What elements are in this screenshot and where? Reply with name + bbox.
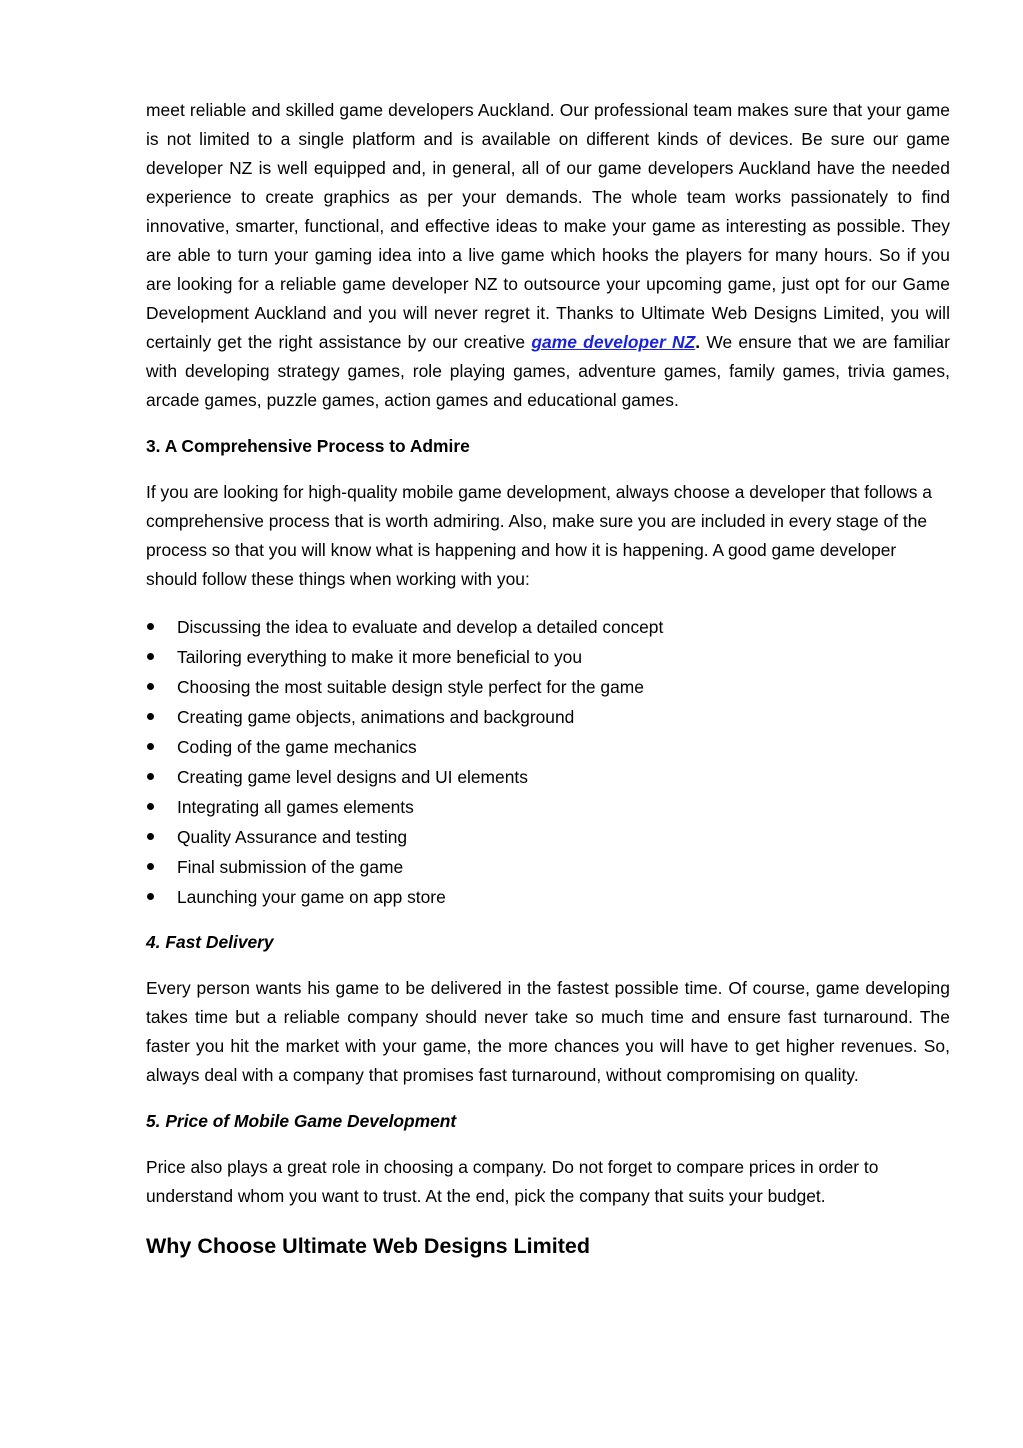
bullet-icon xyxy=(147,683,154,690)
list-item-text: Integrating all games elements xyxy=(177,797,414,817)
why-choose-heading: Why Choose Ultimate Web Designs Limited xyxy=(146,1234,590,1258)
list-item xyxy=(146,822,950,852)
list-item-text: Coding of the game mechanics xyxy=(177,737,417,757)
list-item xyxy=(146,732,950,762)
list-item xyxy=(146,762,950,792)
list-item-text: Choosing the most suitable design style perfect for the game xyxy=(177,677,644,697)
intro-text-after-link: We ensure that we are familiar with developing strategy games, role playing games, adventure games, family games, trivia games, arcade games, puzzle games, action games and educational games. xyxy=(146,332,950,410)
bullet-icon xyxy=(147,803,154,810)
bullet-icon xyxy=(147,653,154,660)
process-bullet-list xyxy=(146,612,950,912)
section-5-heading: 5. Price of Mobile Game Development xyxy=(146,1111,457,1131)
bullet-icon xyxy=(147,743,154,750)
list-item-text: Final submission of the game xyxy=(177,857,404,877)
list-item-text: Quality Assurance and testing xyxy=(177,827,408,847)
list-item-text: Tailoring everything to make it more beneficial to you xyxy=(177,647,583,667)
list-item-text: Discussing the idea to evaluate and develop a detailed concept xyxy=(177,617,664,637)
bullet-icon xyxy=(147,713,154,720)
bullet-icon xyxy=(147,773,154,780)
bullet-icon xyxy=(147,893,154,900)
list-item xyxy=(146,792,950,822)
document-page xyxy=(146,96,950,1261)
bullet-icon xyxy=(147,833,154,840)
intro-link-period: . xyxy=(695,332,701,352)
section-4-heading: 4. Fast Delivery xyxy=(146,932,274,952)
section-3-heading: 3. A Comprehensive Process to Admire xyxy=(146,436,470,456)
section-5-paragraph: Price also plays a great role in choosing a company. Do not forget to compare prices in order to understand whom you want to trust. At the end, pick the company that suits your budget. xyxy=(146,1157,879,1206)
intro-text-before-link: meet reliable and skilled game developers Auckland. Our professional team makes sure that your game is not limited to a single platform and is available on different kinds of devices. Be sure our game developer NZ is well equipped and, in general, all of our game developers Auckland have the needed experience to create graphics as per your demands. The whole team works passionately to find innovative, smarter, functional, and effective ideas to make your game as interesting as possible. They are able to turn your gaming idea into a live game which hooks the players for many hours. So if you are looking for a reliable game developer NZ to outsource your upcoming game, just opt for our Game Development Auckland and you will never regret it. Thanks to Ultimate Web Designs Limited, you will certainly get the right assistance by our creative xyxy=(146,100,950,352)
section-3-paragraph: If you are looking for high-quality mobile game development, always choose a developer that follows a comprehensive process that is worth admiring. Also, make sure you are included in every stage of the process so that you will know what is happening and how it is happening. A good game developer should follow these things when working with you: xyxy=(146,482,932,589)
list-item xyxy=(146,672,950,702)
bullet-icon xyxy=(147,863,154,870)
list-item xyxy=(146,882,950,912)
list-item-text: Creating game level designs and UI elements xyxy=(177,767,528,787)
list-item xyxy=(146,612,950,642)
list-item-text: Launching your game on app store xyxy=(177,887,446,907)
list-item xyxy=(146,702,950,732)
intro-paragraph xyxy=(146,96,950,415)
list-item xyxy=(146,642,950,672)
list-item-text: Creating game objects, animations and background xyxy=(177,707,575,727)
section-4-paragraph: Every person wants his game to be delivered in the fastest possible time. Of course, game developing takes time but a reliable company should never take so much time and ensure fast turnaround. The faster you hit the market with your game, the more chances you will have to get higher revenues. So, always deal with a company that promises fast turnaround, without compromising on quality. xyxy=(146,978,950,1085)
game-developer-nz-link[interactable]: game developer NZ xyxy=(531,332,696,352)
list-item xyxy=(146,852,950,882)
bullet-icon xyxy=(147,623,154,630)
